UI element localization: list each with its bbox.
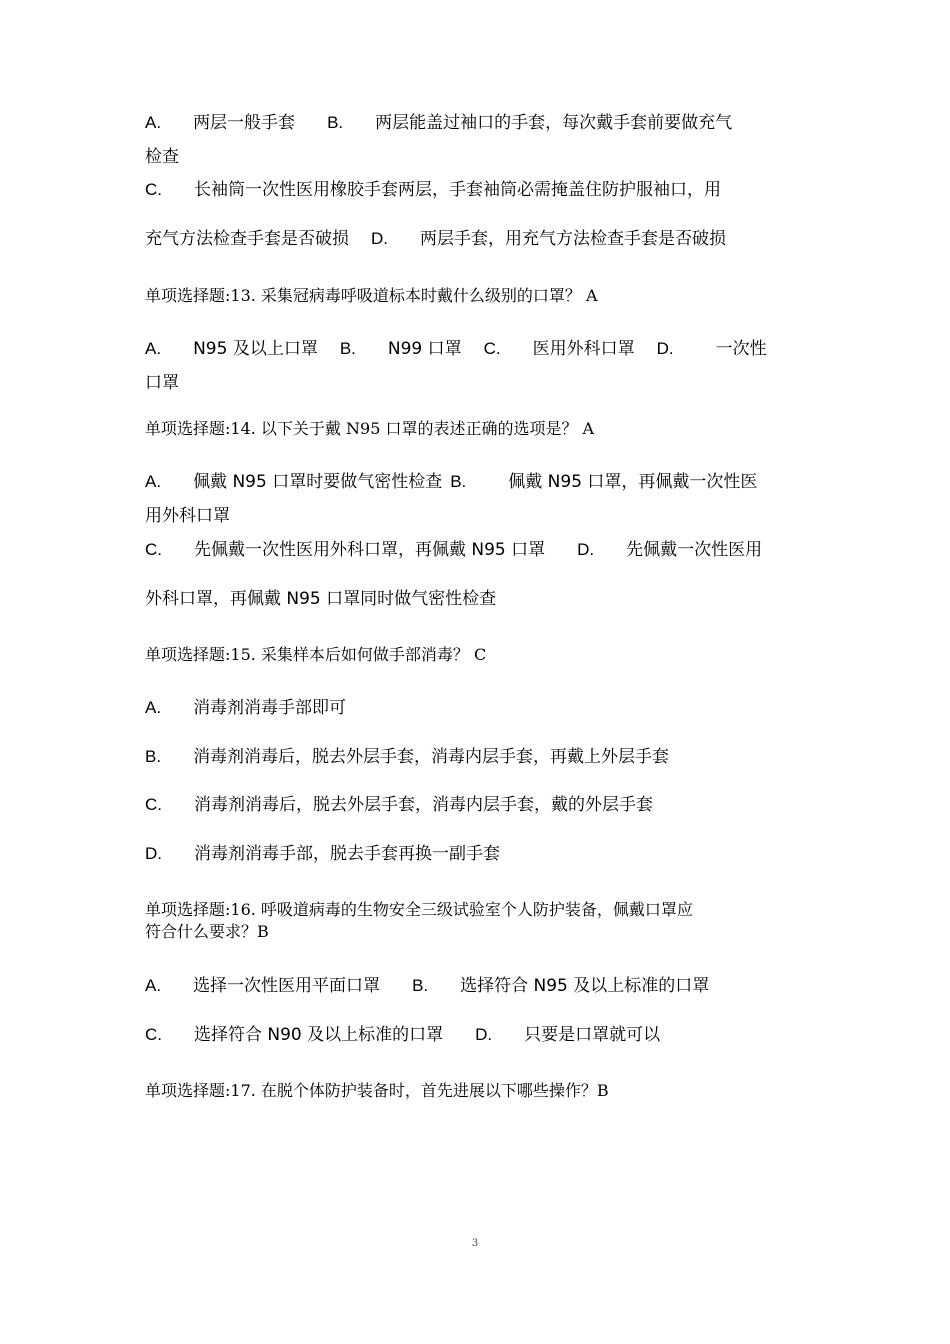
option-c-letter: C. (145, 180, 162, 199)
option-b-text: N99 口罩 (387, 339, 462, 359)
q14-options-line-3 (145, 539, 762, 561)
option-a-text: 两层一般手套 (193, 113, 296, 133)
option-b-letter: B. (327, 113, 344, 132)
q15-option-a (145, 697, 346, 719)
question-17: 单项选择题:17. 在脱个体防护装备时，首先进展以下哪些操作？B (145, 1081, 609, 1100)
q14-options-line-4: 外科口罩，再佩戴 N95 口罩同时做气密性检查 (145, 589, 497, 609)
q14-options-line-1 (145, 471, 757, 493)
q15-option-d (145, 843, 500, 865)
option-b-letter: B. (450, 472, 467, 491)
option-a-text: 选择一次性医用平面口罩 (193, 976, 381, 996)
question-14: 单项选择题:14. 以下关于戴 N95 口罩的表述正确的选项是？ A (145, 419, 595, 438)
option-d-letter: D. (656, 339, 674, 358)
q12-options-line-1 (145, 112, 732, 134)
option-c-letter: C. (145, 795, 162, 814)
option-d-text: 只要是口罩就可以 (524, 1025, 661, 1045)
option-a-text: N95 及以上口罩 (193, 339, 318, 359)
q12-options-line-4 (145, 228, 726, 250)
q12-options-line-3 (145, 179, 721, 201)
option-b-letter: B. (145, 747, 162, 766)
option-b-text: 消毒剂消毒后，脱去外层手套，消毒内层手套，再戴上外层手套 (193, 747, 670, 767)
q16-options-line-2 (145, 1024, 660, 1046)
option-d-text: 两层手套，用充气方法检查手套是否破损 (420, 229, 726, 249)
option-d-letter: D. (577, 540, 595, 559)
option-b-text: 两层能盖过袖口的手套，每次戴手套前要做充气 (375, 113, 733, 133)
q16-options-line-1 (145, 975, 709, 997)
option-a-letter: A. (145, 339, 162, 358)
option-b-letter: B. (339, 339, 356, 358)
option-d-letter: D. (371, 229, 388, 248)
option-c-text: 长袖筒一次性医用橡胶手套两层，手套袖筒必需掩盖住防护服袖口，用 (194, 180, 721, 200)
option-c-text: 选择符合 N90 及以上标准的口罩 (194, 1025, 444, 1045)
option-c-letter: C. (483, 339, 501, 358)
q15-option-b (145, 746, 669, 768)
option-a-letter: A. (145, 472, 162, 491)
q12-options-line-2: 检查 (145, 147, 179, 167)
question-13: 单项选择题:13. 采集冠病毒呼吸道标本时戴什么级别的口罩？ A (145, 286, 598, 305)
q13-options-line-2: 口罩 (145, 373, 179, 393)
option-c-text-cont: 充气方法检查手套是否破损 (145, 229, 349, 249)
option-a-letter: A. (145, 113, 162, 132)
option-d-letter: D. (145, 844, 162, 863)
option-c-letter: C. (145, 1025, 162, 1044)
option-c-text: 消毒剂消毒后，脱去外层手套，消毒内层手套，戴的外层手套 (194, 795, 653, 815)
option-c-letter: C. (145, 540, 162, 559)
q14-options-line-2: 用外科口罩 (145, 506, 230, 526)
option-d-letter: D. (475, 1025, 493, 1044)
option-d-text: 消毒剂消毒手部，脱去手套再换一副手套 (194, 844, 500, 864)
option-a-text: 消毒剂消毒手部即可 (193, 698, 347, 718)
option-c-text: 先佩戴一次性医用外科口罩，再佩戴 N95 口罩 (194, 540, 546, 560)
option-a-letter: A. (145, 976, 162, 995)
question-16-line-1: 单项选择题:16. 呼吸道病毒的生物安全三级试验室个人防护装备，佩戴口罩应 (145, 900, 693, 919)
q15-option-c (145, 794, 653, 816)
page-number: 3 (471, 1238, 479, 1249)
option-a-text: 佩戴 N95 口罩时要做气密性检查 (193, 472, 443, 492)
question-16-line-2: 符合什么要求？B (145, 922, 269, 941)
option-d-text: 先佩戴一次性医用 (626, 540, 763, 560)
question-15: 单项选择题:15. 采集样本后如何做手部消毒？ C (145, 645, 487, 664)
option-b-letter: B. (412, 976, 429, 995)
option-a-letter: A. (145, 698, 162, 717)
q13-options-line-1 (145, 338, 767, 360)
option-b-text: 佩戴 N95 口罩，再佩戴一次性医 (508, 472, 758, 492)
option-c-text: 医用外科口罩 (532, 339, 635, 359)
option-d-text: 一次性 (715, 339, 767, 359)
option-b-text: 选择符合 N95 及以上标准的口罩 (460, 976, 710, 996)
